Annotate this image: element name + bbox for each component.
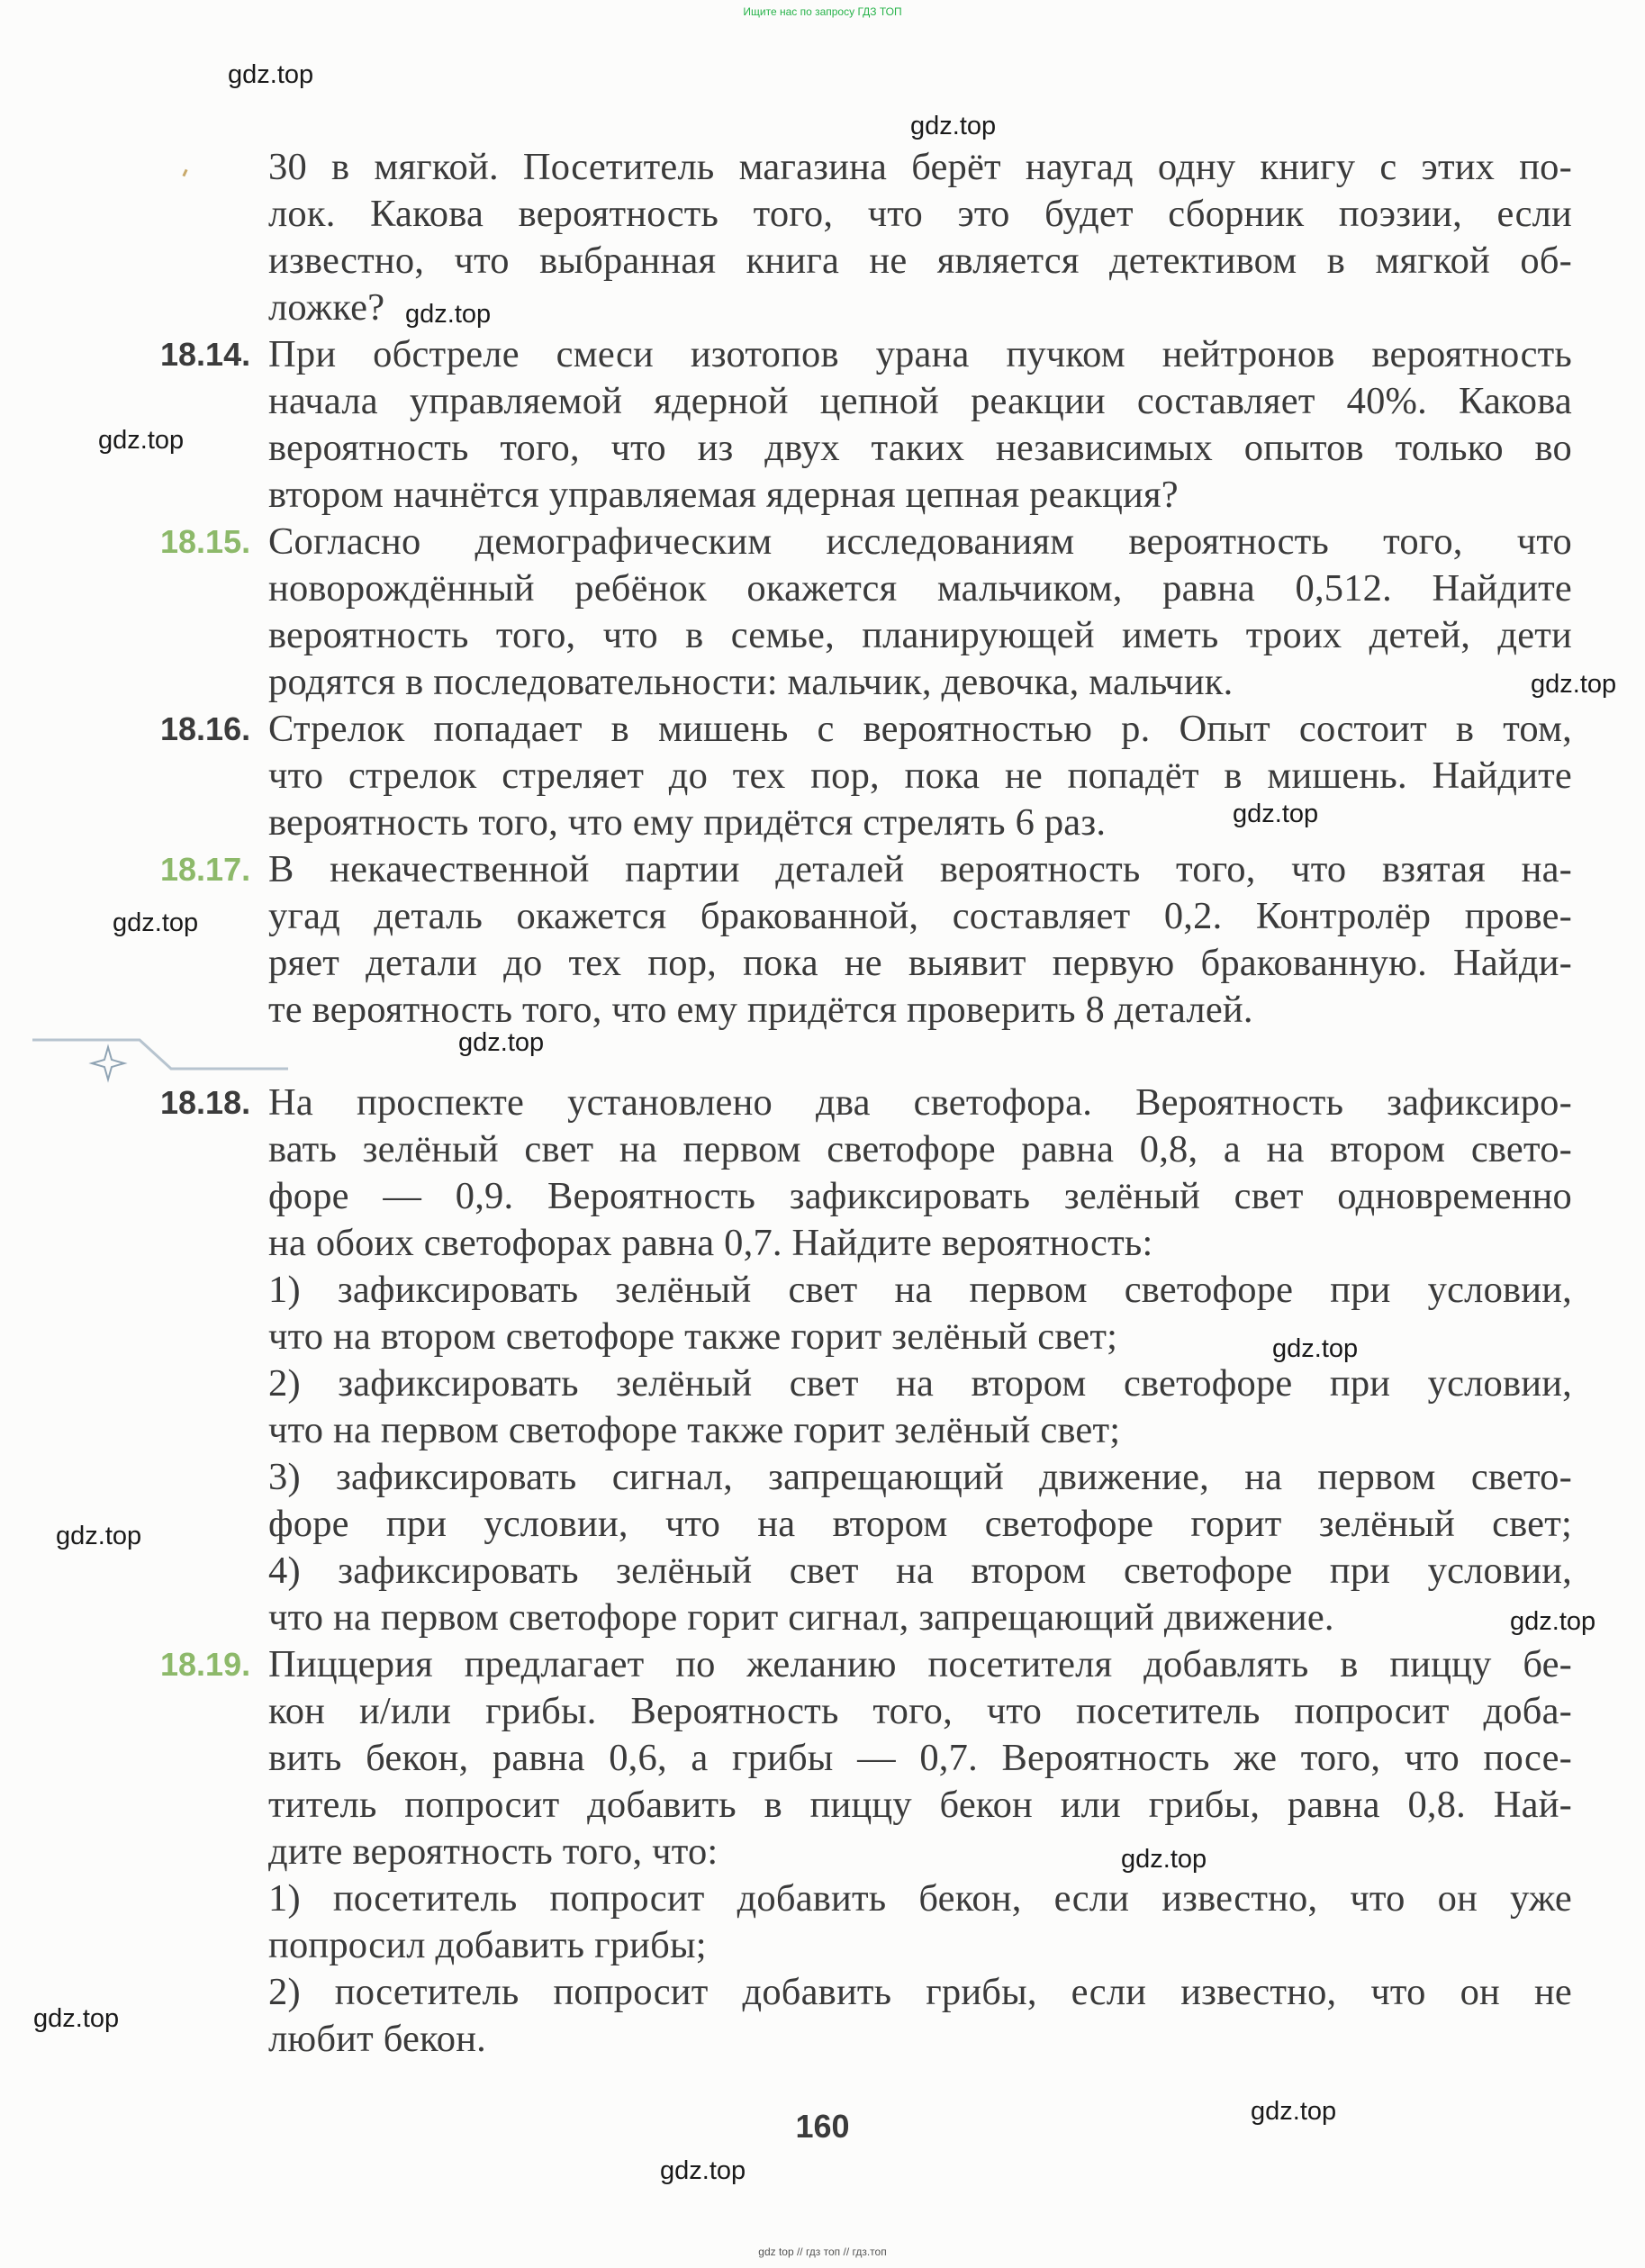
text-line: угад деталь окажется бракованной, составляет 0,2. Контролёр прове- [268,895,1572,937]
watermark: gdz.top [910,112,997,140]
watermark: gdz.top [228,60,314,89]
watermark: gdz.top [1272,1334,1359,1363]
text-line: что на втором светофоре также горит зелёный свет; [268,1315,1118,1358]
problem-18-16 [268,706,1572,846]
divider-line [32,1040,288,1069]
text-line: При обстреле смеси изотопов урана пучком нейтронов вероятность [268,333,1572,375]
text-line: На проспекте установлено два светофора. Вероятность зафиксиро- [268,1081,1572,1124]
problem-number: 18.16. [160,710,251,747]
problem-18-19 [268,1641,1572,2063]
watermark: gdz.top [1531,670,1617,699]
text-line: ряет детали до тех пор, пока не выявит первую бракованную. Найди- [268,942,1572,984]
watermark: gdz.top [56,1522,142,1550]
text-line: 30 в мягкой. Посетитель магазина берёт наугад одну книгу с этих по- [268,146,1572,188]
text-line: вероятность того, что в семье, планирующей иметь троих детей, дети [268,614,1572,656]
text-line: Согласно демографическим исследованиям вероятность того, что [268,520,1572,563]
text-line: Стрелок попадает в мишень с вероятностью p. Опыт состоит в том, [268,708,1572,750]
text-line: вить бекон, равна 0,6, а грибы — 0,7. Вероятность же того, что посе- [268,1737,1572,1779]
problem-number: 18.17. [160,851,251,888]
text-line: лок. Какова вероятность того, что это будет сборник поэзии, если [268,193,1572,235]
watermark: gdz.top [98,426,185,455]
text-line: кон и/или грибы. Вероятность того, что посетитель попросит доба- [268,1690,1572,1732]
watermark: gdz.top [1510,1607,1596,1636]
footer-banner: gdz top // гдз топ // гдз.топ [758,2245,887,2258]
text-line: В некачественной партии деталей вероятность того, что взятая на- [268,848,1572,890]
problem-18-17 [268,846,1572,1034]
problem-number: 18.19. [160,1646,251,1683]
watermark: gdz.top [1251,2097,1337,2126]
text-line: ложке? [268,286,385,329]
watermark: gdz.top [660,2156,746,2185]
text-line: втором начнётся управляемая ядерная цепная реакция? [268,474,1179,516]
text-line: что на первом светофоре также горит зелёный свет; [268,1409,1121,1451]
text-line: 4) зафиксировать зелёный свет на втором светофоре при условии, [268,1550,1572,1592]
text-line: Пиццерия предлагает по желанию посетителя добавлять в пиццу бе- [268,1643,1572,1685]
problem-number: 18.14. [160,336,251,373]
text-line: 2) посетитель попросит добавить грибы, если известно, что он не [268,1971,1572,2013]
text-line: 2) зафиксировать зелёный свет на втором светофоре при условии, [268,1362,1572,1405]
problem-18-15 [268,519,1572,706]
watermark: gdz.top [113,908,199,937]
text-line: новорождённый ребёнок окажется мальчиком, равна 0,512. Найдите [268,567,1572,610]
text-line: 3) зафиксировать сигнал, запрещающий движение, на первом свето- [268,1456,1572,1498]
problem-number: 18.18. [160,1084,251,1121]
text-line: что стрелок стреляет до тех пор, пока не попадёт в мишень. Найдите [268,754,1572,797]
text-line: вероятность того, что ему придётся стрелять 6 раз. [268,801,1107,844]
text-line: вероятность того, что из двух таких независимых опытов только во [268,427,1572,469]
intro-paragraph [268,144,1572,331]
text-line: форе при условии, что на втором светофоре горит зелёный свет; [268,1503,1572,1545]
section-divider [0,1022,288,1085]
watermark: gdz.top [33,2004,120,2033]
pencil-mark [182,169,187,177]
watermark: gdz.top [1121,1845,1207,1874]
star-icon [92,1047,124,1080]
text-line: родятся в последовательности: мальчик, девочка, мальчик. [268,661,1234,703]
text-line: форе — 0,9. Вероятность зафиксировать зелёный свет одновременно [268,1175,1572,1217]
watermark: gdz.top [1233,800,1319,828]
text-line: любит бекон. [268,2018,486,2060]
text-line: что на первом светофоре горит сигнал, запрещающий движение. [268,1596,1334,1639]
text-line: попросил добавить грибы; [268,1924,707,1966]
text-line: титель попросит добавить в пиццу бекон или грибы, равна 0,8. Най- [268,1784,1572,1826]
text-line: вать зелёный свет на первом светофоре равна 0,8, а на втором свето- [268,1128,1572,1170]
text-line: 1) зафиксировать зелёный свет на первом светофоре при условии, [268,1269,1572,1311]
watermark: gdz.top [458,1028,545,1057]
text-line: известно, что выбранная книга не является детективом в мягкой об- [268,239,1572,282]
text-line: на обоих светофорах равна 0,7. Найдите вероятность: [268,1222,1153,1264]
text-line: начала управляемой ядерной цепной реакции составляет 40%. Какова [268,380,1572,422]
text-line: дите вероятность того, что: [268,1830,719,1873]
text-line: 1) посетитель попросит добавить бекон, если известно, что он уже [268,1877,1572,1920]
top-banner: Ищите нас по запросу ГДЗ ТОП [743,5,902,18]
page-number: 160 [795,2108,850,2145]
problem-18-18 [268,1080,1572,1641]
problem-18-14 [268,331,1572,519]
problem-number: 18.15. [160,523,251,560]
watermark: gdz.top [405,300,492,329]
text-line: те вероятность того, что ему придётся проверить 8 деталей. [268,989,1253,1031]
